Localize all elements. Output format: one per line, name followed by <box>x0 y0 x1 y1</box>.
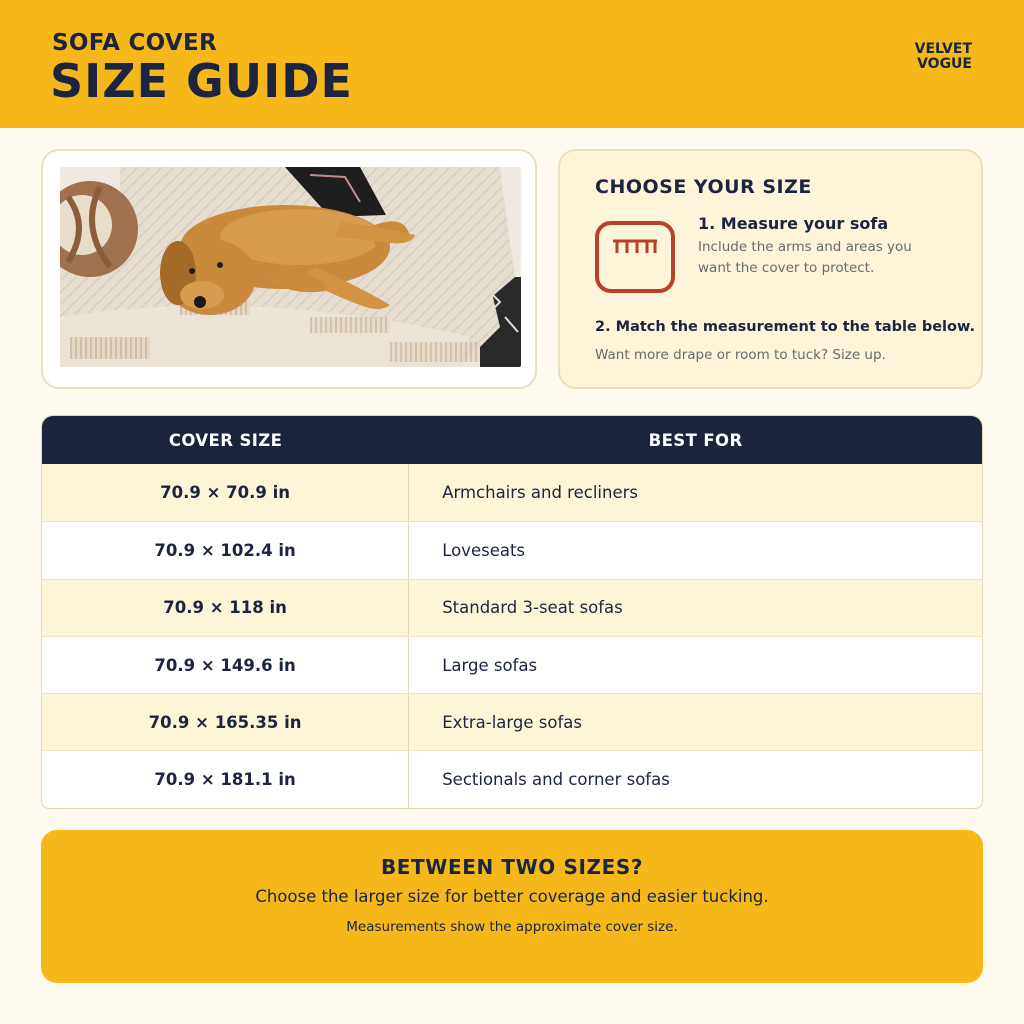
step-1-description: Include the arms and areas you want the cover to protect. <box>698 239 912 276</box>
cover-size-cell: 70.9 × 70.9 in <box>42 464 409 521</box>
page-title: SIZE GUIDE <box>50 54 353 108</box>
header-best-for: BEST FOR <box>648 430 743 450</box>
cover-size-cell: 70.9 × 102.4 in <box>42 522 409 578</box>
best-for-cell: Large sofas <box>442 655 538 675</box>
best-for-cell: Loveseats <box>442 540 526 560</box>
size-table <box>41 415 983 809</box>
brand-line-1: VELVET <box>914 41 972 57</box>
table-row <box>42 579 982 636</box>
best-for-cell: Standard 3-seat sofas <box>442 598 623 618</box>
header-kicker: SOFA COVER <box>52 30 218 56</box>
best-for-cell: Extra-large sofas <box>442 712 582 732</box>
choose-size-card <box>558 149 983 389</box>
cover-size-cell: 70.9 × 118 in <box>42 580 409 636</box>
brand-line-2: VOGUE <box>917 56 972 72</box>
between-sizes-callout <box>41 830 983 983</box>
callout-subtitle: Choose the larger size for better coverage and easier tucking. <box>255 887 769 906</box>
step-1-title: 1. Measure your sofa <box>698 214 889 233</box>
callout-title: BETWEEN TWO SIZES? <box>380 855 644 879</box>
photo-card <box>41 149 537 389</box>
tape-measure-icon <box>595 221 675 293</box>
best-for-cell: Sectionals and corner sofas <box>442 770 670 790</box>
sofa-dog-photo <box>60 167 521 367</box>
cover-size-cell: 70.9 × 181.1 in <box>42 751 409 807</box>
table-row <box>42 636 982 693</box>
header-cover-size: COVER SIZE <box>168 430 283 450</box>
cover-size-cell: 70.9 × 149.6 in <box>42 637 409 693</box>
cover-size-cell: 70.9 × 165.35 in <box>42 694 409 750</box>
table-row <box>42 750 982 807</box>
brand-logo <box>882 42 972 72</box>
header-banner <box>0 0 1024 128</box>
step-2-description: Want more drape or room to tuck? Size up. <box>595 347 886 363</box>
table-header <box>42 416 982 464</box>
table-row <box>42 693 982 750</box>
callout-note: Measurements show the approximate cover size. <box>346 919 678 935</box>
choose-size-title: CHOOSE YOUR SIZE <box>595 176 812 198</box>
best-for-cell: Armchairs and recliners <box>442 483 638 503</box>
table-body <box>42 464 982 808</box>
step-2-title: 2. Match the measurement to the table below. <box>595 319 975 335</box>
table-row <box>42 521 982 578</box>
table-row <box>42 464 982 521</box>
